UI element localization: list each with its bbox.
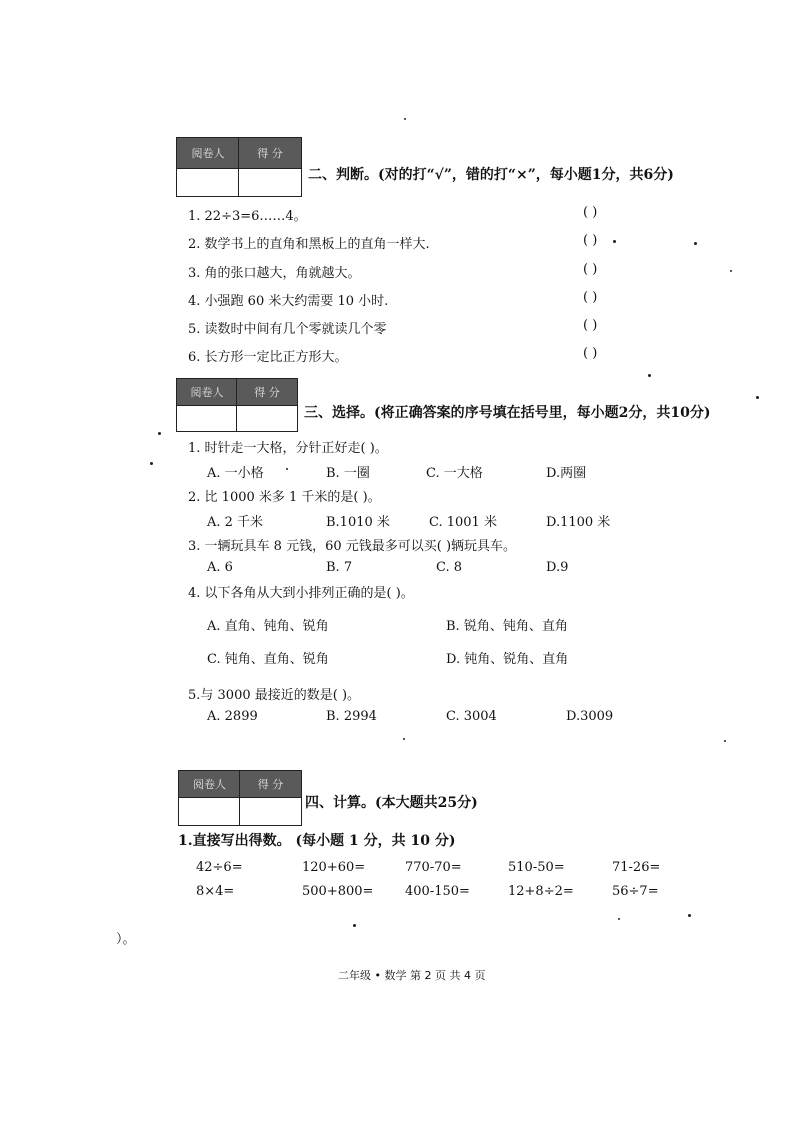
judge-item-1: 1. 22÷3=6……4。 xyxy=(188,209,307,224)
choice-option-2a[interactable]: A. 2 千米 xyxy=(207,515,264,530)
choice-question-3: 3. 一辆玩具车 8 元钱，60 元钱最多可以买( )辆玩具车。 xyxy=(188,539,517,554)
score-label-score: 得 分 xyxy=(254,386,280,399)
scan-speck xyxy=(648,374,651,377)
calc-item[interactable]: 400-150= xyxy=(405,884,470,899)
scan-speck xyxy=(730,270,732,272)
scan-speck xyxy=(353,924,356,927)
choice-option-5b[interactable]: B. 2994 xyxy=(326,709,377,724)
calc-item[interactable]: 42÷6= xyxy=(196,860,243,875)
choice-option-4a[interactable]: A. 直角、钝角、锐角 xyxy=(207,619,329,634)
judge-item-4: 4. 小强跑 60 米大约需要 10 小时. xyxy=(188,294,389,309)
scan-speck xyxy=(404,118,406,120)
choice-option-5c[interactable]: C. 3004 xyxy=(446,709,497,724)
scan-speck xyxy=(688,914,691,917)
choice-option-2c[interactable]: C. 1001 米 xyxy=(429,515,497,530)
score-label-grader: 阅卷人 xyxy=(190,386,224,399)
choice-option-1c[interactable]: C. 一大格 xyxy=(426,466,483,481)
choice-option-4b[interactable]: B. 锐角、钝角、直角 xyxy=(446,619,568,634)
choice-option-5d[interactable]: D.3009 xyxy=(566,709,614,724)
choice-option-3d[interactable]: D.9 xyxy=(546,560,569,575)
choice-option-4c[interactable]: C. 钝角、直角、锐角 xyxy=(207,652,329,667)
choice-option-3c[interactable]: C. 8 xyxy=(436,560,463,575)
judge-item-5: 5. 读数时中间有几个零就读几个零 xyxy=(188,322,387,337)
scan-speck xyxy=(694,242,697,245)
section3-heading: 三、选择。(将正确答案的序号填在括号里，每小题2分，共10分) xyxy=(304,405,711,421)
judge-answer-6[interactable]: ( ) xyxy=(583,346,598,361)
scan-speck xyxy=(286,468,288,470)
scan-speck xyxy=(618,918,620,920)
choice-question-5: 5.与 3000 最接近的数是( )。 xyxy=(188,688,361,703)
judge-answer-2[interactable]: ( ) xyxy=(583,233,598,248)
calc-item[interactable]: 500+800= xyxy=(302,884,374,899)
judge-item-6: 6. 长方形一定比正方形大。 xyxy=(188,350,348,365)
judge-item-3: 3. 角的张口越大，角就越大。 xyxy=(188,266,361,281)
choice-option-2b[interactable]: B.1010 米 xyxy=(326,515,390,530)
calc-item[interactable]: 71-26= xyxy=(612,860,661,875)
choice-option-4d[interactable]: D. 钝角、锐角、直角 xyxy=(446,652,569,667)
calc-item[interactable]: 120+60= xyxy=(302,860,366,875)
choice-option-3a[interactable]: A. 6 xyxy=(207,560,233,575)
page-footer: 二年级 • 数学 第 2 页 共 4 页 xyxy=(338,969,486,982)
score-box-section3 xyxy=(176,378,298,432)
score-label-score: 得 分 xyxy=(257,778,284,791)
judge-answer-5[interactable]: ( ) xyxy=(583,318,598,333)
calc-item[interactable]: 12+8÷2= xyxy=(508,884,574,899)
scan-speck xyxy=(403,738,405,740)
section2-heading: 二、判断。(对的打“√”，错的打“×”，每小题1分，共6分) xyxy=(308,167,674,183)
choice-question-1: 1. 时针走一大格，分针正好走( )。 xyxy=(188,441,388,456)
calc-item[interactable]: 8×4= xyxy=(196,884,235,899)
stray-text: ）。 xyxy=(116,932,136,947)
judge-answer-3[interactable]: ( ) xyxy=(583,262,598,277)
scan-speck xyxy=(158,432,161,435)
choice-option-5a[interactable]: A. 2899 xyxy=(207,709,258,724)
choice-option-1d[interactable]: D.两圈 xyxy=(546,466,587,481)
score-label-grader: 阅卷人 xyxy=(191,147,225,160)
calc-item[interactable]: 56÷7= xyxy=(612,884,659,899)
choice-option-1b[interactable]: B. 一圈 xyxy=(326,466,370,481)
calc-item[interactable]: 770-70= xyxy=(405,860,462,875)
scan-speck xyxy=(150,462,153,465)
scan-speck xyxy=(756,396,759,399)
judge-answer-1[interactable]: ( ) xyxy=(583,205,598,220)
choice-option-1a[interactable]: A. 一小格 xyxy=(207,466,264,481)
score-label-grader: 阅卷人 xyxy=(193,778,226,791)
score-label-score: 得 分 xyxy=(257,147,283,160)
choice-option-3b[interactable]: B. 7 xyxy=(326,560,353,575)
choice-option-2d[interactable]: D.1100 米 xyxy=(546,515,611,530)
choice-question-2: 2. 比 1000 米多 1 千米的是( )。 xyxy=(188,490,381,505)
scan-speck xyxy=(613,240,616,243)
judge-item-2: 2. 数学书上的直角和黑板上的直角一样大. xyxy=(188,237,430,252)
calc-item[interactable]: 510-50= xyxy=(508,860,565,875)
score-box-section2 xyxy=(176,137,302,197)
section4-sub1-heading: 1.直接写出得数。 (每小题 1 分，共 10 分) xyxy=(178,833,456,849)
choice-question-4: 4. 以下各角从大到小排列正确的是( )。 xyxy=(188,586,414,601)
score-box-section4 xyxy=(178,770,302,826)
judge-answer-4[interactable]: ( ) xyxy=(583,290,598,305)
section4-heading: 四、计算。(本大题共25分) xyxy=(305,795,478,811)
scan-speck xyxy=(724,740,726,742)
